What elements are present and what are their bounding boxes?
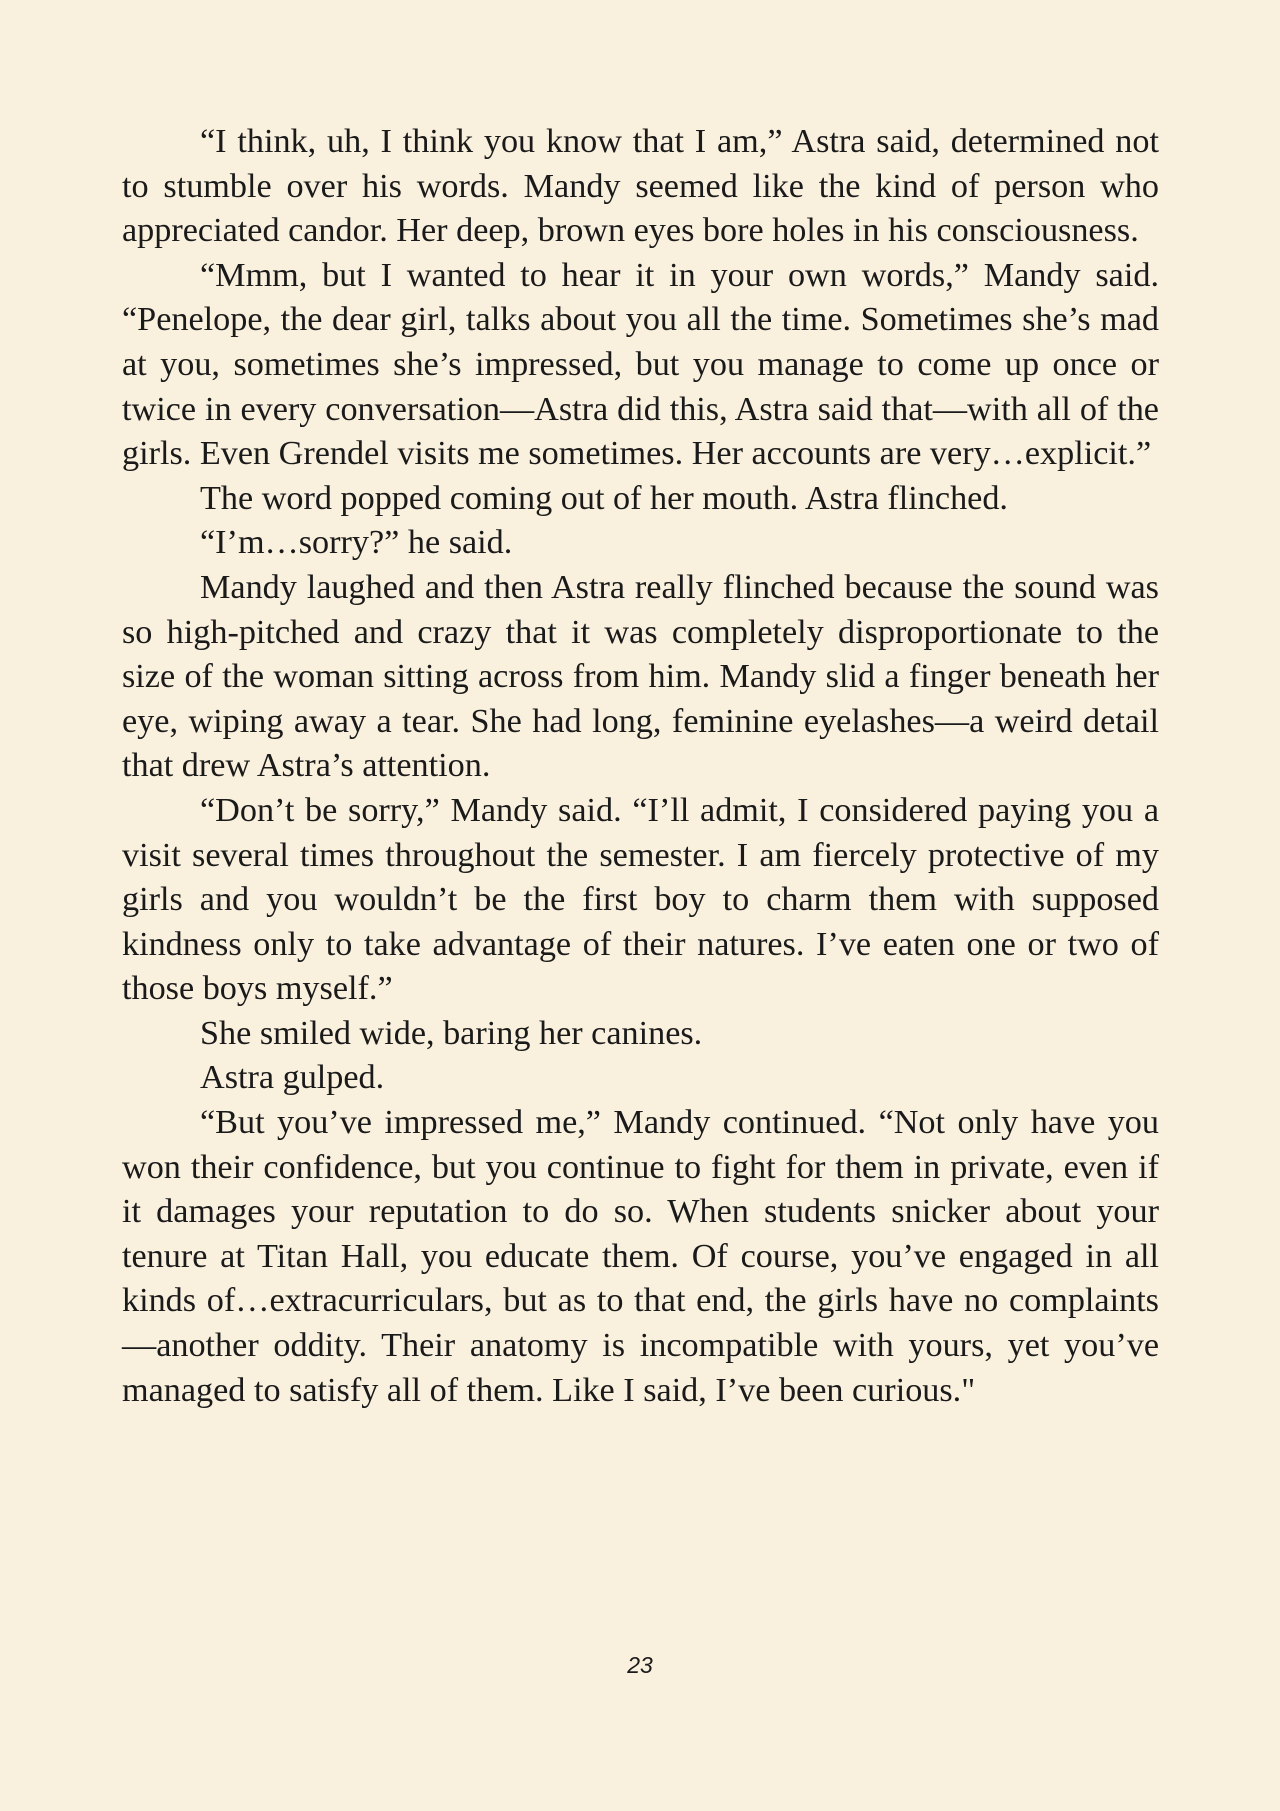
paragraph-8: Astra gulped. [200,1059,385,1097]
paragraph-3: The word popped coming out of her mouth. Astra flinched. [200,479,1008,517]
paragraph-2: “Mmm, but I wanted to hear it in your own words,” Mandy said. “Penelope, the dear girl, talks about you all the time. Sometimes she’s mad at you, sometimes she’s impressed, but you manage to come up once or twice in every conversation—Astra did this, Astra said that—with all of the girls. Even Grendel visits me sometimes. Her accounts are very…explicit.” [122,256,1159,473]
paragraph-1: “I think, uh, I think you know that I am,” Astra said, determined not to stumble over his words. Mandy seemed like the kind of person who appreciated candor. Her deep, brown eyes bore holes in his consciousness. [122,123,1159,250]
paragraph-6: “Don’t be sorry,” Mandy said. “I’ll admit, I considered paying you a visit several times throughout the semester. I am fiercely protective of my girls and you wouldn’t be the first boy to charm them with supposed kindness only to take advantage of their natures. I’ve eaten one or two of those boys myself.” [122,791,1159,1008]
paragraph-9: “But you’ve impressed me,” Mandy continued. “Not only have you won their confidence, but you continue to fight for them in private, even if it damages your reputation to do so. When students snicker about your tenure at Titan Hall, you educate them. Of course, you’ve engaged in all kinds of…extracurriculars, but as to that end, the girls have no complaints—another oddity. Their anatomy is incompatible with yours, yet you’ve managed to satisfy all of them. Like I said, I’ve been curious." [122,1104,1159,1409]
page-number: 23 [627,1652,653,1678]
paragraph-4: “I’m…sorry?” he said. [200,524,513,562]
page-body [122,120,1159,1413]
paragraph-7: She smiled wide, baring her canines. [200,1014,703,1052]
paragraph-5: Mandy laughed and then Astra really flinched because the sound was so high-pitched and crazy that it was completely disproportionate to the size of the woman sitting across from him. Mandy slid a finger beneath her eye, wiping away a tear. She had long, feminine eyelashes—a weird detail that drew Astra’s attention. [122,568,1159,785]
